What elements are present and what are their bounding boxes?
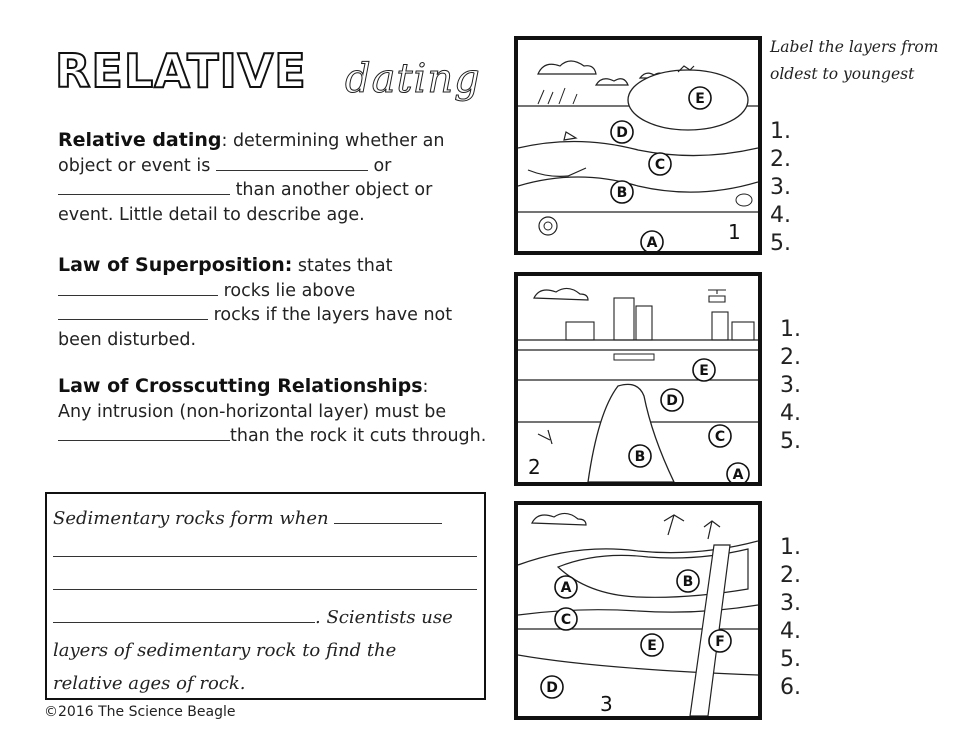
helicopter-icon — [708, 290, 726, 302]
rock-layers-diagram-3 — [518, 505, 758, 716]
rock-panel-2 — [514, 272, 762, 486]
title-relative: RELATIVE — [55, 44, 307, 98]
answer-list-1: 1. 2. 3. 4. 5. — [770, 119, 791, 256]
title-dating: dating — [345, 56, 481, 102]
answer-list-2: 1. 2. 3. 4. 5. — [780, 317, 801, 454]
palm-tree-icon — [664, 515, 684, 535]
answer-blank[interactable] — [58, 426, 230, 441]
rock-panel-3 — [514, 501, 762, 720]
answer-blank[interactable] — [58, 305, 208, 320]
building-icon — [566, 322, 594, 340]
answer-blank[interactable] — [53, 608, 315, 623]
layer-label-d: D — [666, 393, 678, 409]
building-icon — [732, 322, 754, 340]
ammonite-icon — [539, 217, 557, 235]
layer-label-d: D — [546, 680, 558, 696]
answer-blank[interactable] — [216, 156, 368, 171]
layer-label-b: B — [616, 185, 628, 201]
rock-layer-e — [628, 70, 748, 130]
layer-label-b: B — [634, 449, 646, 465]
layer-label-e: E — [647, 638, 657, 654]
panel-number: 3 — [600, 692, 613, 716]
instructions: Label the layers from oldest to youngest — [770, 38, 939, 83]
rock-panel-1 — [514, 36, 762, 255]
sedimentary-text: Sedimentary rocks form when . Scientists use layers of sedimentary rock to find the relative ages of rock. — [53, 502, 483, 700]
fossil-fish-icon — [528, 168, 586, 176]
fossil-tooth-icon — [564, 132, 576, 140]
plant-icon — [538, 88, 577, 104]
building-icon — [614, 298, 634, 340]
panel-number: 2 — [528, 455, 541, 479]
answer-blank[interactable] — [334, 509, 442, 524]
answer-blank[interactable] — [58, 180, 230, 195]
trilobite-icon — [736, 194, 752, 206]
answer-blank[interactable] — [58, 281, 218, 296]
layer-label-a: A — [560, 580, 572, 596]
layer-label-e: E — [699, 363, 709, 379]
copyright: ©2016 The Science Beagle — [44, 704, 236, 720]
definition-crosscutting: Law of Crosscutting Relationships: Any intrusion (non-horizontal layer) must be than the rock it cuts through. — [58, 375, 487, 446]
layer-label-b: B — [682, 574, 694, 590]
layer-label-d: D — [616, 125, 628, 141]
bone-icon — [538, 430, 552, 444]
definition-superposition: Law of Superposition: states that rocks lie above rocks if the layers have not been disturbed. — [58, 254, 453, 350]
layer-label-c: C — [654, 157, 666, 173]
panel-number: 1 — [728, 220, 741, 244]
layer-label-a: A — [732, 467, 744, 482]
cloud-icon — [532, 513, 586, 525]
term-relative-dating: Relative dating — [58, 129, 222, 151]
building-icon — [712, 312, 728, 340]
cloud-icon — [596, 79, 628, 85]
rock-layers-diagram-2 — [518, 276, 758, 482]
term-superposition: Law of Superposition: — [58, 254, 293, 276]
rock-layers-diagram-1 — [518, 40, 758, 251]
answer-list-3: 1. 2. 3. 4. 5. 6. — [780, 535, 801, 700]
cloud-icon — [534, 288, 588, 300]
term-crosscutting: Law of Crosscutting Relationships — [58, 375, 423, 397]
layer-label-c: C — [714, 429, 726, 445]
layer-label-e: E — [695, 91, 705, 107]
layer-label-f: F — [715, 634, 725, 650]
definition-relative-dating: Relative dating: determining whether an object or event is or than another object or event. Little detail to describe age. — [58, 129, 445, 225]
answer-blank[interactable] — [53, 542, 477, 557]
layer-label-c: C — [560, 612, 572, 628]
palm-tree-icon — [704, 521, 720, 539]
building-icon — [636, 306, 652, 340]
cloud-icon — [538, 61, 596, 74]
layer-label-a: A — [646, 235, 658, 251]
answer-blank[interactable] — [53, 575, 477, 590]
